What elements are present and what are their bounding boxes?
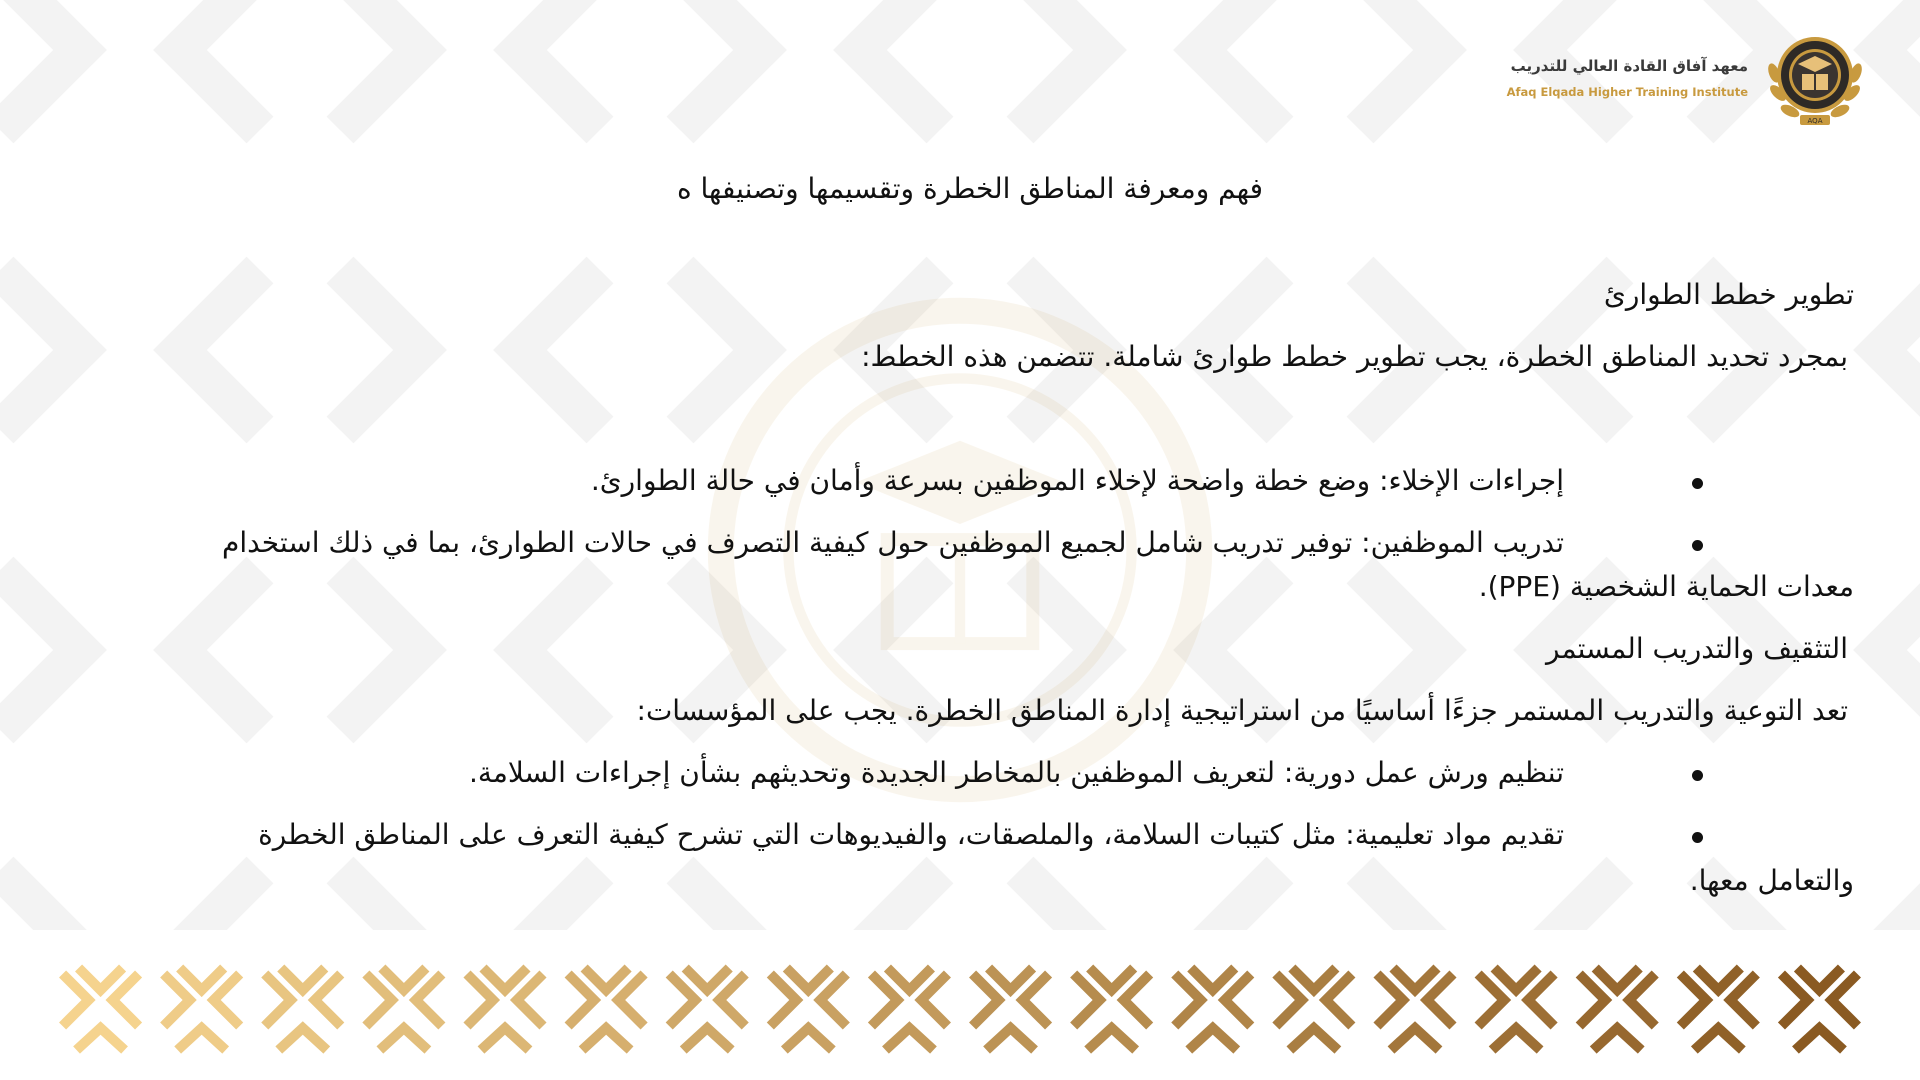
bullet-educational-materials: تقديم مواد تعليمية: مثل كتيبات السلامة، والملصقات، والفيديوهات التي تشرح كيفية التعرف على المناطق الخطرة: [258, 818, 1564, 851]
footer-chevron-motif: [1276, 968, 1352, 1050]
footer-chevron-motif: [1478, 968, 1554, 1050]
institute-name-arabic: معهد آفاق القادة العالي للتدريب: [1510, 57, 1748, 75]
footer-chevron-motif: [366, 968, 442, 1050]
bullet-workshops: تنظيم ورش عمل دورية: لتعريف الموظفين بالمخاطر الجديدة وتحديثهم بشأن إجراءات السلامة.: [468, 756, 1564, 789]
emblem-text: AQA: [1807, 117, 1823, 125]
institute-emblem-icon: [1760, 23, 1870, 133]
institute-name: [1507, 57, 1748, 99]
footer-chevron-motif: [770, 968, 846, 1050]
bullet-dot-icon: [1692, 770, 1703, 781]
section-intro-continuous-training: تعد التوعية والتدريب المستمر جزءًا أساسيًا من استراتيجية إدارة المناطق الخطرة. يجب على المؤسسات:: [636, 694, 1848, 727]
bullet-employee-training-continuation: معدات الحماية الشخصية (PPE).: [1478, 570, 1854, 603]
footer-chevron-motif: [1680, 968, 1756, 1050]
section-heading-emergency-plans: تطوير خطط الطوارئ: [1603, 278, 1854, 311]
bullet-employee-training: تدريب الموظفين: توفير تدريب شامل لجميع الموظفين حول كيفية التصرف في حالات الطوارئ، بما في ذلك استخدام: [221, 526, 1564, 559]
bullet-dot-icon: [1692, 832, 1703, 843]
footer-chevron-motif: [1377, 968, 1453, 1050]
footer-gold-pattern: [50, 962, 1870, 1062]
footer-chevron-motif: [871, 968, 947, 1050]
footer-chevron-motif: [164, 968, 240, 1050]
footer-chevron-motif: [63, 968, 139, 1050]
bullet-dot-icon: [1692, 478, 1703, 489]
footer-chevron-motif: [1074, 968, 1150, 1050]
section-intro-emergency-plans: بمجرد تحديد المناطق الخطرة، يجب تطوير خطط طوارئ شاملة. تتضمن هذه الخطط:: [861, 340, 1848, 373]
footer-chevron-motif: [1579, 968, 1655, 1050]
page-title: فهم ومعرفة المناطق الخطرة وتقسيمها وتصنيفها ه: [676, 172, 1264, 205]
bullet-educational-materials-continuation: والتعامل معها.: [1689, 864, 1854, 897]
footer-chevron-motif: [1175, 968, 1251, 1050]
footer-chevron-motif: [265, 968, 341, 1050]
bullet-dot-icon: [1692, 540, 1703, 551]
section-heading-continuous-training: التثقيف والتدريب المستمر: [1546, 632, 1848, 665]
footer-chevron-motif: [568, 968, 644, 1050]
footer-chevron-motif: [973, 968, 1049, 1050]
institute-name-english: Afaq Elqada Higher Training Institute: [1506, 85, 1748, 99]
footer-chevron-motif: [669, 968, 745, 1050]
footer-chevron-motif: [467, 968, 543, 1050]
footer-chevron-motif: [1781, 968, 1857, 1050]
institute-logo: [1507, 22, 1870, 134]
bullet-evacuation: إجراءات الإخلاء: وضع خطة واضحة لإخلاء الموظفين بسرعة وأمان في حالة الطوارئ.: [590, 464, 1564, 497]
